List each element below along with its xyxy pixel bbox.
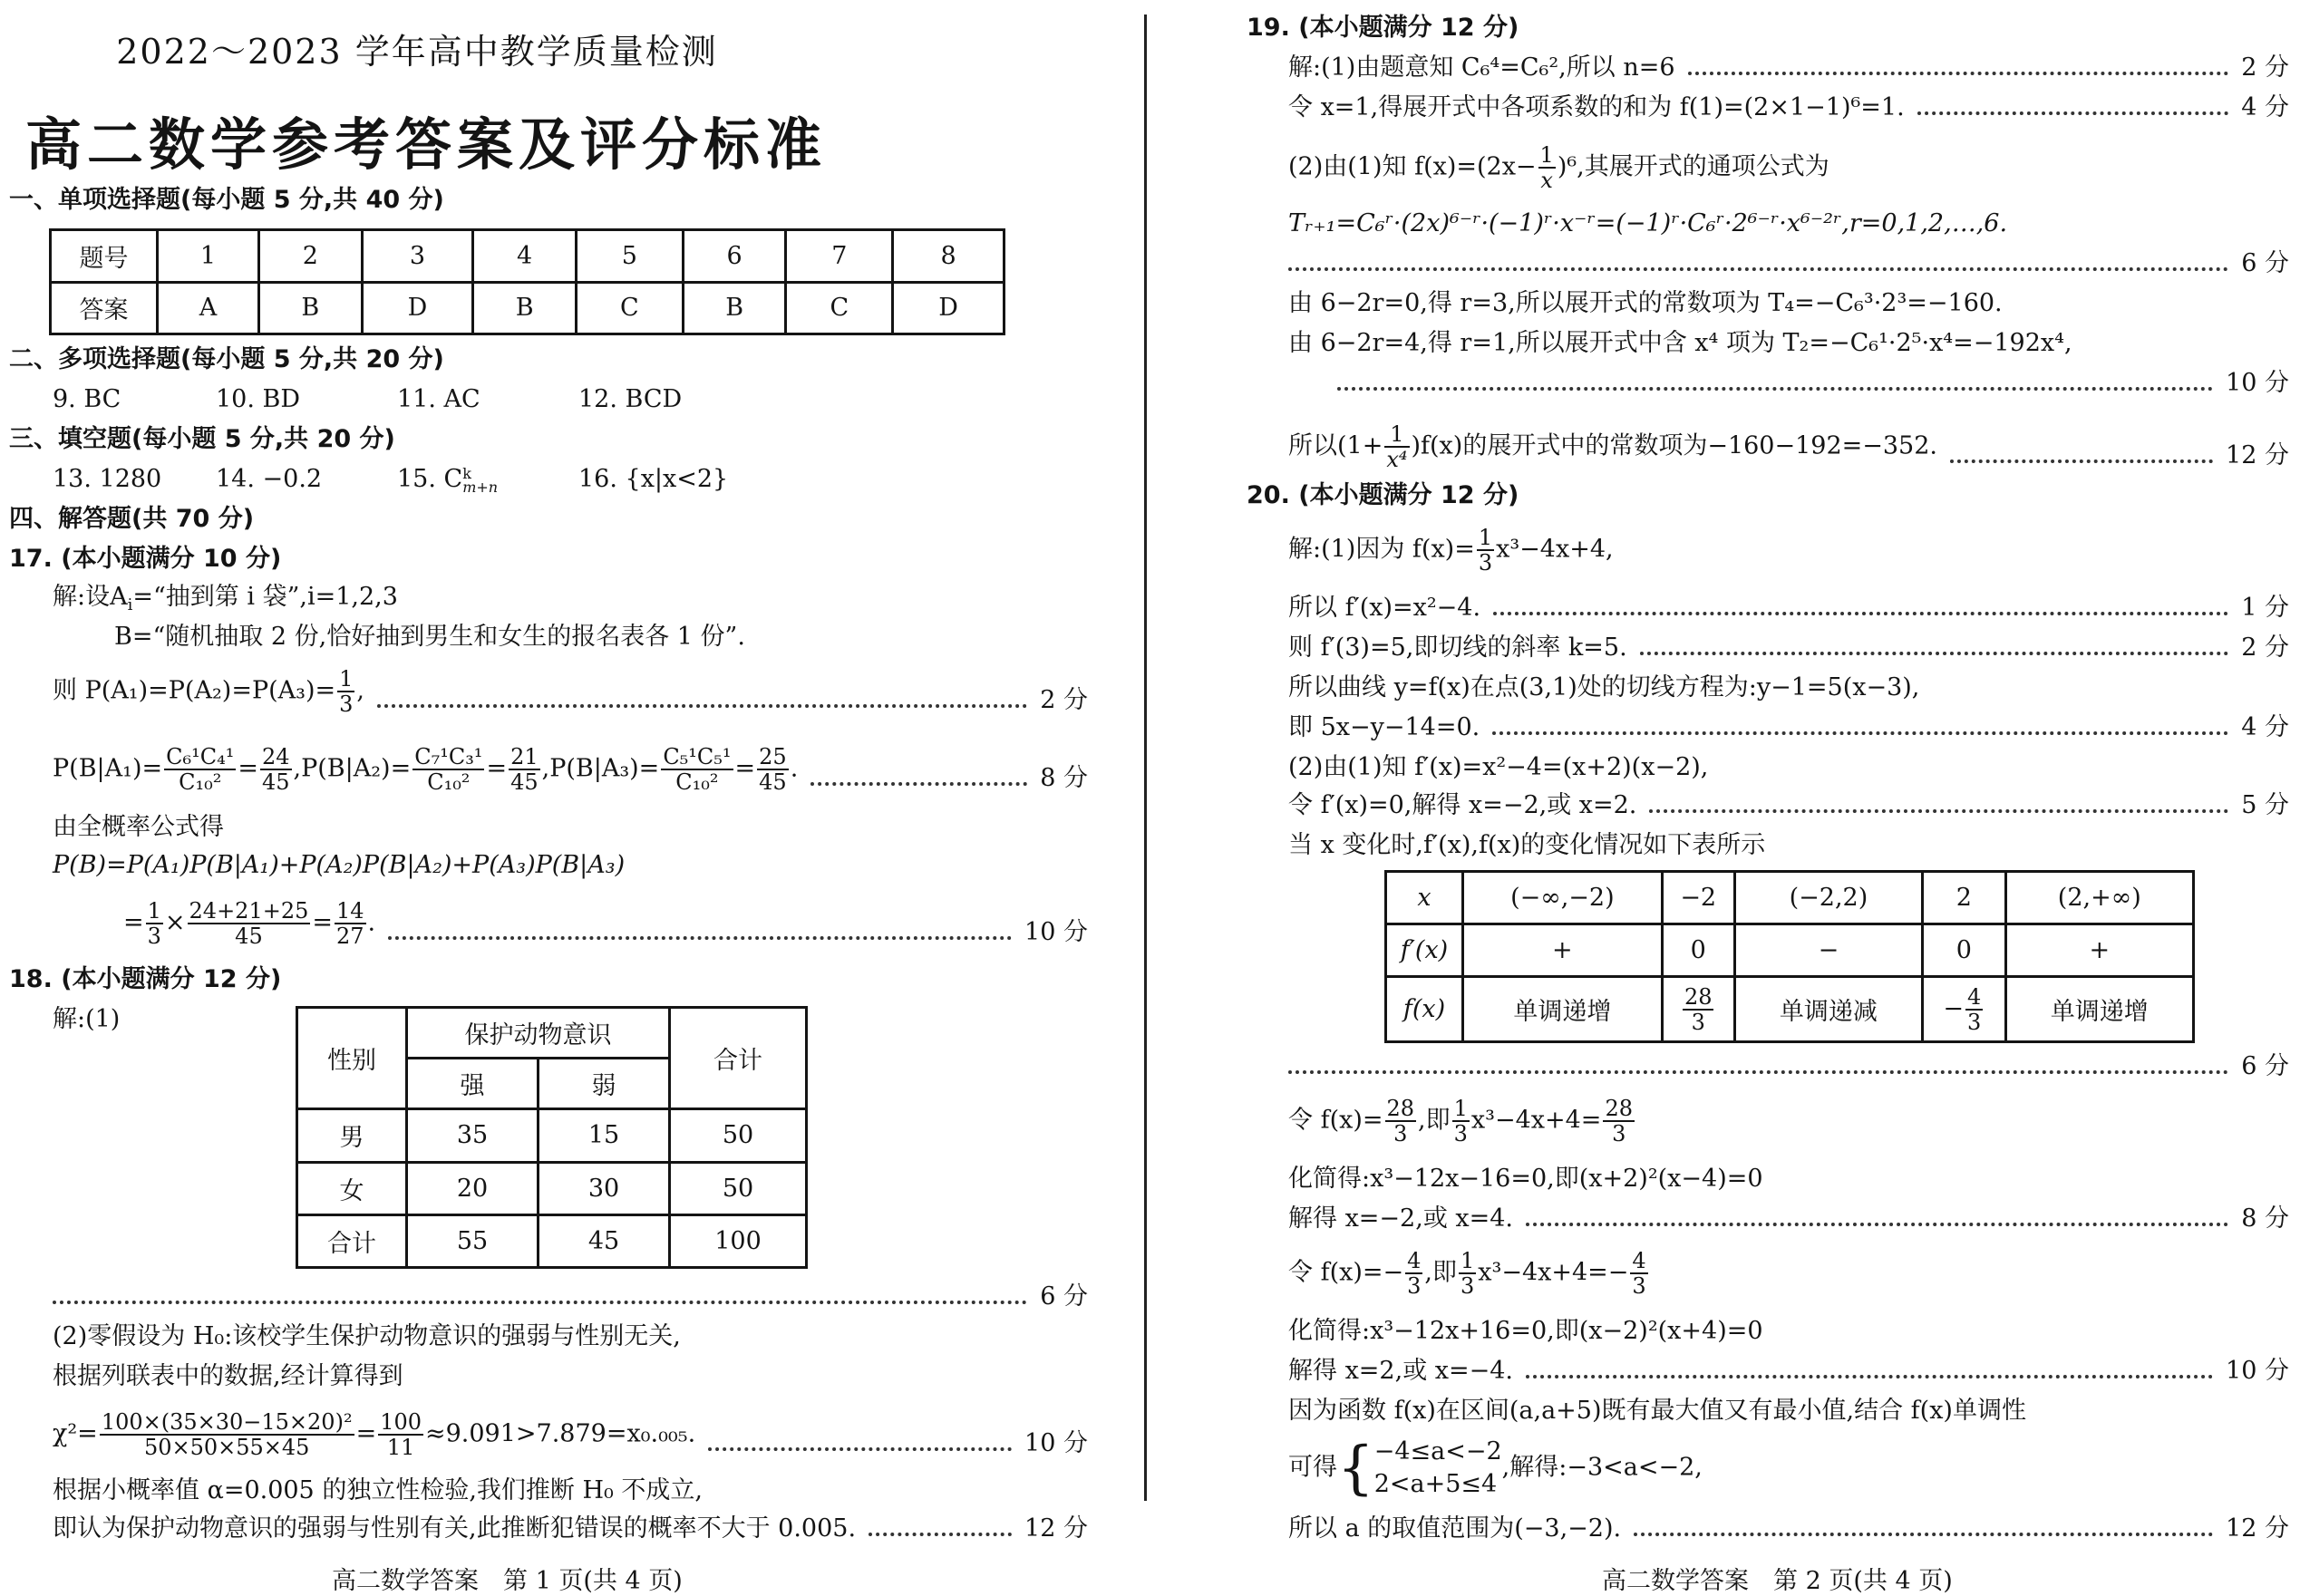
score-mark: 6 分: [2241, 249, 2289, 277]
q20-line3: 则 f′(3)=5,即切线的斜率 k=5. 2 分: [1288, 634, 2289, 662]
mt-header-x: x: [1386, 872, 1463, 924]
q19-line5: 由 6−2r=0,得 r=3,所以展开式的常数项为 T₄=−C₆³·2³=−160.: [1288, 289, 2003, 317]
mt-sign-cell: 0: [1662, 924, 1734, 977]
q20-line11: 解得 x=−2,或 x=4. 8 分: [1288, 1204, 2289, 1233]
q19-line4: Tᵣ₊₁=C₆ʳ·(2x)⁶⁻ʳ·(−1)ʳ·x⁻ʳ=(−1)ʳ·C₆ʳ·2⁶⁻ʳ·x⁶⁻²ʳ,r=0,1,2,…,6.: [1288, 209, 2008, 237]
q17-line7: = $\frac{1}{3}$ × $\frac{24+21+25}{45}$ = $\frac{14}{27}$ . 10 分: [123, 898, 1088, 949]
score-mark: 12 分: [1024, 1514, 1088, 1543]
contingency-table: [296, 1006, 808, 1269]
mt-row-fprime-label: f′(x): [1386, 924, 1463, 977]
score-mark: 12 分: [2226, 441, 2289, 469]
multi-choice-answers: [53, 384, 1124, 415]
mc-answer-cell: C: [576, 282, 683, 334]
ct-header-weak: 弱: [539, 1059, 670, 1109]
fill-answer-15: 15. C k m+n: [397, 464, 499, 496]
mt-row-f-label: f(x): [1386, 977, 1463, 1042]
q19-heading: 19. (本小题满分 12 分): [1247, 14, 1519, 42]
section4-heading: 四、解答题(共 70 分): [9, 505, 255, 533]
q18-line1: 解:(1): [53, 1005, 121, 1033]
q18-line5: 即认为保护动物意识的强弱与性别有关,此推断犯错误的概率不大于 0.005. 12 分: [53, 1514, 1088, 1543]
mc-answer-cell: C: [786, 282, 893, 334]
q20-line9: 令 f(x)= $\frac{28}{3}$ ,即 $\frac{1}{3}$ x³−4x+4= $\frac{28}{3}$: [1288, 1096, 1633, 1146]
q18-score6-line: [53, 1282, 1088, 1312]
q20-line6: (2)由(1)知 f′(x)=x²−4=(x+2)(x−2),: [1288, 753, 1709, 781]
score-mark: 2 分: [2241, 634, 2289, 662]
mc-number-cell: 5: [576, 230, 683, 283]
ct-cell: 20: [407, 1162, 539, 1214]
mc-number-cell: 6: [683, 230, 786, 283]
page-footer-2: 高二数学答案 第 2 页(共 4 页): [1602, 1567, 1953, 1595]
page-footer-1: 高二数学答案 第 1 页(共 4 页): [332, 1567, 683, 1595]
multi-answer: 11. AC: [397, 385, 480, 413]
score-mark: 4 分: [2241, 713, 2289, 741]
ct-row-label: 女: [297, 1162, 407, 1214]
q18-line2: (2)零假设为 H₀:该校学生保护动物意识的强弱与性别无关,: [53, 1322, 681, 1350]
q20-line7: 令 f′(x)=0,解得 x=−2,或 x=2. 5 分: [1288, 791, 2289, 819]
q20-line10: 化简得:x³−12x−16=0,即(x+2)²(x−4)=0: [1288, 1165, 1763, 1193]
mt-trend-cell: 单调递增: [2005, 977, 2193, 1042]
brace-glyph: {: [1337, 1435, 1374, 1502]
mc-number-cell: 1: [158, 230, 259, 283]
ct-row-label: 合计: [297, 1214, 407, 1267]
ct-cell: 50: [670, 1109, 807, 1162]
fill-answer: 14. −0.2: [216, 465, 323, 493]
ct-cell: 35: [407, 1109, 539, 1162]
q20-line13: 化简得:x³−12x+16=0,即(x−2)²(x+4)=0: [1288, 1317, 1763, 1345]
mt-sign-cell: +: [1463, 924, 1663, 977]
score-mark: 10 分: [2226, 369, 2289, 397]
score-mark: 2 分: [2241, 53, 2289, 82]
mc-row-header-answer: 答案: [51, 282, 158, 334]
q19-line3: (2)由(1)知 f(x)=(2x− $\frac{1}{x}$ )⁶,其展开式的通项公式为: [1288, 142, 1829, 193]
mc-answer-cell: B: [258, 282, 362, 334]
page-title: 高二数学参考答案及评分标准: [24, 111, 827, 178]
exam-year-title: 2022～2023 学年高中教学质量检测: [116, 32, 718, 72]
right-page: [1247, 0, 2289, 1593]
mc-answer-cell: A: [158, 282, 259, 334]
score-mark: 10 分: [1024, 1429, 1088, 1457]
ct-cell: 50: [670, 1162, 807, 1214]
mt-trend-cell: 单调递增: [1463, 977, 1663, 1042]
mc-answer-cell: B: [683, 282, 786, 334]
q20-line15: 因为函数 f(x)在区间(a,a+5)既有最大值又有最小值,结合 f(x)单调性: [1288, 1397, 2026, 1425]
q19-line2: 令 x=1,得展开式中各项系数的和为 f(1)=(2×1−1)⁶=1. 4 分: [1288, 93, 2289, 121]
score-mark: 2 分: [1040, 686, 1088, 714]
q17-line1: 解:设$A_i=“$抽到第 i 袋”,i=1,2,3: [53, 583, 398, 614]
mc-answer-cell: D: [362, 282, 473, 334]
mc-answer-cell: D: [893, 282, 1004, 334]
q17-line5: 由全概率公式得: [53, 813, 224, 841]
q19-line6: 由 6−2r=4,得 r=1,所以展开式中含 x⁴ 项为 T₂=−C₆¹·2⁵·x⁴=−192x⁴,: [1288, 329, 2072, 357]
ct-cell: 100: [670, 1214, 807, 1267]
mc-number-cell: 3: [362, 230, 473, 283]
q20-line16: 可得{ −4≤a<−2 2<a+5≤4 ,解得:−3<a<−2,: [1288, 1435, 1703, 1502]
mt-header-cell: (2,+∞): [2005, 872, 2193, 924]
score-mark: 8 分: [2241, 1204, 2289, 1233]
multiple-choice-answer-table: [49, 228, 1005, 335]
score-mark: 1 分: [2241, 594, 2289, 622]
ct-header-gender: 性别: [297, 1008, 407, 1109]
mc-number-cell: 8: [893, 230, 1004, 283]
ct-cell: 15: [539, 1109, 670, 1162]
q20-line17: 所以 a 的取值范围为(−3,−2). 12 分: [1288, 1514, 2289, 1543]
mt-sign-cell: −: [1734, 924, 1922, 977]
q19-line7: 所以(1+ $\frac{1}{\text{x⁴}}$ )f(x)的展开式中的常数项为−160−192=−352. 12 分: [1288, 421, 2289, 472]
mt-header-cell: −2: [1662, 872, 1734, 924]
q20-heading: 20. (本小题满分 12 分): [1247, 481, 1519, 509]
score-mark: 10 分: [1024, 918, 1088, 946]
multi-answer: 12. BCD: [578, 385, 683, 413]
monotonicity-table: [1384, 870, 2195, 1043]
fill-in-answers: [53, 464, 1124, 495]
q19-line1: 解:(1)由题意知 C₆⁴=C₆²,所以 n=6 2 分: [1288, 53, 2289, 82]
q17-line4: P(B|A₁)= $\frac{\text{C₆¹C₄¹}}{\text{C₁₀²}}$ = $\frac{24}{45}$ ,P(B|A₂)= $\frac{\text{C₇¹C₃¹}}{\text{C₁₀²}}$ = $\frac{21}{45}$ ,P(B|A₃)= $\frac{\text{C₅¹C₅¹}}{\text{C₁₀²}}$ = $\frac{25}{45}$ . 8 分: [53, 744, 1088, 795]
q18-chi-square-line: χ²= $\frac{\text{100×(35×30−15×20)²}}{50\times 50\times 55\times 45}$ = $\frac{100}{11}$ ≈9.091>7.879=x₀.₀₀₅. 10 分: [53, 1409, 1088, 1460]
ct-cell: 55: [407, 1214, 539, 1267]
q20-line5: 即 5x−y−14=0. 4 分: [1288, 713, 2289, 741]
q20-line1: 解:(1)因为 f(x)= $\frac{1}{3}$ x³−4x+4,: [1288, 525, 1614, 576]
mc-number-cell: 4: [473, 230, 577, 283]
ct-header-total: 合计: [670, 1008, 807, 1109]
section2-heading: 二、多项选择题(每小题 5 分,共 20 分): [9, 345, 444, 373]
mt-sign-cell: 0: [1923, 924, 2005, 977]
q20-line4: 所以曲线 y=f(x)在点(3,1)处的切线方程为:y−1=5(x−3),: [1288, 673, 1920, 701]
score-mark: 8 分: [1040, 764, 1088, 792]
score-mark: 4 分: [2241, 93, 2289, 121]
ct-row-label: 男: [297, 1109, 407, 1162]
q17-line3: 则 P(A₁)=P(A₂)=P(A₃)= $\frac{1}{3}$ , 2 分: [53, 666, 1088, 717]
mt-header-cell: 2: [1923, 872, 2005, 924]
ct-header-awareness: 保护动物意识: [407, 1008, 670, 1059]
mc-number-cell: 2: [258, 230, 362, 283]
fill-answer: 16. {x|x<2}: [578, 465, 729, 493]
mc-answer-cell: B: [473, 282, 577, 334]
score-mark: 10 分: [2226, 1357, 2289, 1385]
q20-line14: 解得 x=2,或 x=−4. 10 分: [1288, 1357, 2289, 1385]
multi-answer: 9. BC: [53, 385, 121, 413]
mc-row-header-number: 题号: [51, 230, 158, 283]
ct-header-strong: 强: [407, 1059, 539, 1109]
section1-heading: 一、单项选择题(每小题 5 分,共 40 分): [9, 186, 444, 214]
score-mark: 6 分: [2241, 1052, 2289, 1080]
q20-line2: 所以 f′(x)=x²−4. 1 分: [1288, 594, 2289, 622]
q18-line3: 根据列联表中的数据,经计算得到: [53, 1362, 403, 1390]
q20-line8: 当 x 变化时,f′(x),f(x)的变化情况如下表所示: [1288, 831, 1766, 859]
score-mark: 5 分: [2241, 791, 2289, 819]
mt-header-cell: (−∞,−2): [1463, 872, 1663, 924]
q18-heading: 18. (本小题满分 12 分): [9, 965, 282, 993]
q19-score6-line: [1288, 248, 2289, 279]
ct-cell: 30: [539, 1162, 670, 1214]
q20-score6-line: [1288, 1051, 2289, 1082]
mt-sign-cell: +: [2005, 924, 2193, 977]
q17-heading: 17. (本小题满分 10 分): [9, 545, 282, 573]
mt-trend-cell: 单调递减: [1734, 977, 1922, 1042]
q17-line2: B=“随机抽取 2 份,恰好抽到男生和女生的报名表各 1 份”.: [114, 623, 745, 651]
fill-answer: 13. 1280: [53, 465, 162, 493]
page-divider: [1144, 15, 1147, 1501]
mt-value-cell: − $\frac{4}{3}$: [1923, 977, 2005, 1042]
mc-number-cell: 7: [786, 230, 893, 283]
q19-score10-line: [1337, 368, 2289, 399]
multi-answer: 10. BD: [216, 385, 301, 413]
mt-value-cell: $\frac{28}{3}$: [1662, 977, 1734, 1042]
q20-line12: 令 f(x)=− $\frac{4}{3}$ ,即 $\frac{1}{3}$ x³−4x+4=− $\frac{4}{3}$: [1288, 1248, 1646, 1299]
left-page: [9, 0, 1124, 1593]
ct-cell: 45: [539, 1214, 670, 1267]
mt-header-cell: (−2,2): [1734, 872, 1922, 924]
section3-heading: 三、填空题(每小题 5 分,共 20 分): [9, 425, 395, 453]
q18-line4: 根据小概率值 α=0.005 的独立性检验,我们推断 H₀ 不成立,: [53, 1476, 704, 1504]
score-mark: 6 分: [1040, 1282, 1088, 1311]
q17-line6: P(B)=P(A₁)P(B|A₁)+P(A₂)P(B|A₂)+P(A₃)P(B|A₃): [53, 851, 626, 879]
score-mark: 12 分: [2226, 1514, 2289, 1543]
